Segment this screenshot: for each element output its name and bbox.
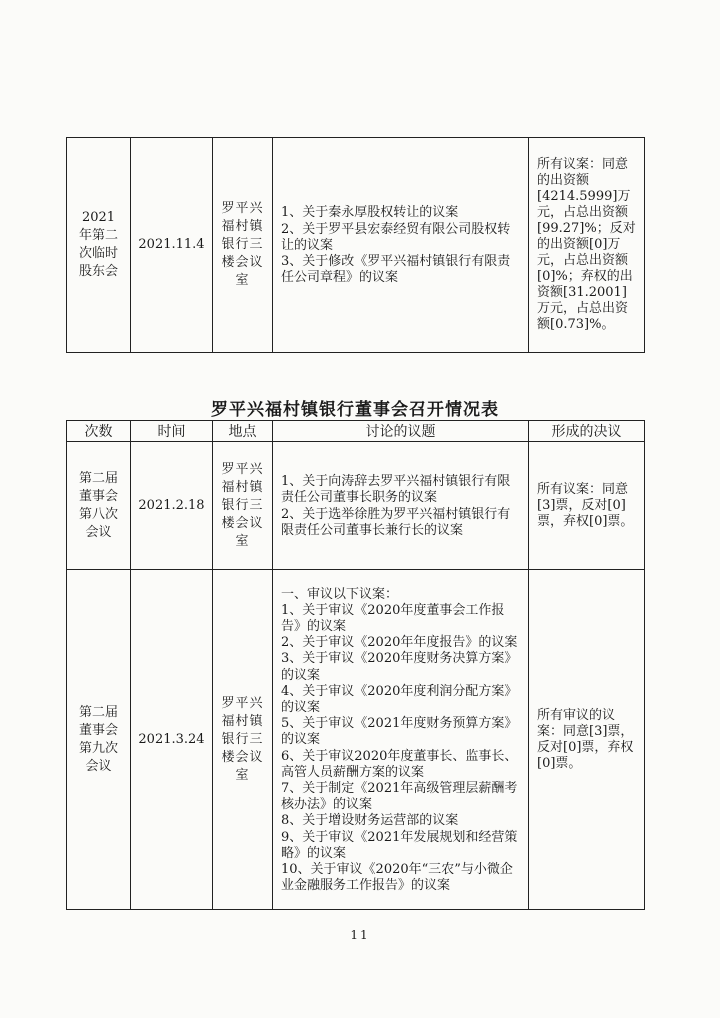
header-session: 次数 — [67, 421, 131, 442]
table-header-row — [67, 421, 645, 442]
topic-item: 1、关于秦永厚股权转让的议案 — [281, 205, 459, 221]
topic-item: 7、关于制定《2021年高级管理层薪酬考核办法》的议案 — [281, 781, 518, 813]
session-cell: 第二届董事会第九次会议 — [67, 570, 131, 910]
topics-cell — [273, 570, 529, 910]
resolution-cell: 所有审议的议案：同意[3]票，反对[0]票，弃权[0]票。 — [529, 570, 645, 910]
topic-item: 3、关于审议《2020年度财务决算方案》的议案 — [281, 651, 518, 683]
resolution-cell: 所有议案：同意[3]票，反对[0]票，弃权[0]票。 — [529, 442, 645, 570]
topic-item: 10、关于审议《2020年“三农”与小微企业金融服务工作报告》的议案 — [281, 862, 513, 894]
location-cell: 罗平兴福村镇银行三楼会议室 — [213, 442, 273, 570]
location-cell: 罗平兴福村镇银行三楼会议室 — [213, 570, 273, 910]
section-title: 罗平兴福村镇银行董事会召开情况表 — [211, 400, 499, 420]
topics-cell — [273, 138, 529, 353]
header-date: 时间 — [131, 421, 213, 442]
table-row — [67, 442, 645, 570]
header-resolution: 形成的决议 — [529, 421, 645, 442]
page-number: 11 — [350, 928, 370, 942]
topic-item: 8、关于增设财务运营部的议案 — [281, 813, 459, 829]
topic-item: 4、关于审议《2020年度利润分配方案》的议案 — [281, 683, 518, 715]
session-cell: 2021年第二次临时股东会 — [67, 138, 131, 353]
resolution-cell: 所有议案：同意的出资额[4214.5999]万元，占总出资额[99.27]%；反对的出资额[0]万元，占总出资额[0]%；弃权的出资额[31.2001]万元，占总出资额[0.73]%。 — [529, 138, 645, 353]
topic-item: 2、关于罗平县宏泰经贸有限公司股权转让的议案 — [281, 221, 511, 253]
location-cell: 罗平兴福村镇银行三楼会议室 — [213, 138, 273, 353]
session-cell: 第二届董事会第八次会议 — [67, 442, 131, 570]
topic-item: 2、关于选举徐胜为罗平兴福村镇银行有限责任公司董事长兼行长的议案 — [281, 506, 511, 538]
topic-item: 1、关于向涛辞去罗平兴福村镇银行有限责任公司董事长职务的议案 — [281, 474, 511, 506]
topic-item: 一、审议以下议案： — [281, 586, 399, 602]
topics-cell — [273, 442, 529, 570]
topic-item: 5、关于审议《2021年度财务预算方案》的议案 — [281, 716, 518, 748]
table-row — [67, 570, 645, 910]
topic-item: 1、关于审议《2020年度董事会工作报告》的议案 — [281, 602, 505, 634]
shareholders-meeting-table — [66, 137, 645, 353]
topic-item: 6、关于审议2020年度董事长、监事长、高管人员薪酬方案的议案 — [281, 748, 518, 780]
topic-item: 2、关于审议《2020年年度报告》的议案 — [281, 635, 518, 651]
date-cell: 2021.2.18 — [131, 442, 213, 570]
date-cell: 2021.3.24 — [131, 570, 213, 910]
header-topics: 讨论的议题 — [273, 421, 529, 442]
topic-item: 3、关于修改《罗平兴福村镇银行有限责任公司章程》的议案 — [281, 254, 511, 286]
header-location: 地点 — [213, 421, 273, 442]
date-cell: 2021.11.4 — [131, 138, 213, 353]
table-row — [67, 138, 645, 353]
board-meeting-table — [66, 420, 645, 910]
topic-item: 9、关于审议《2021年发展规划和经营策略》的议案 — [281, 829, 518, 861]
